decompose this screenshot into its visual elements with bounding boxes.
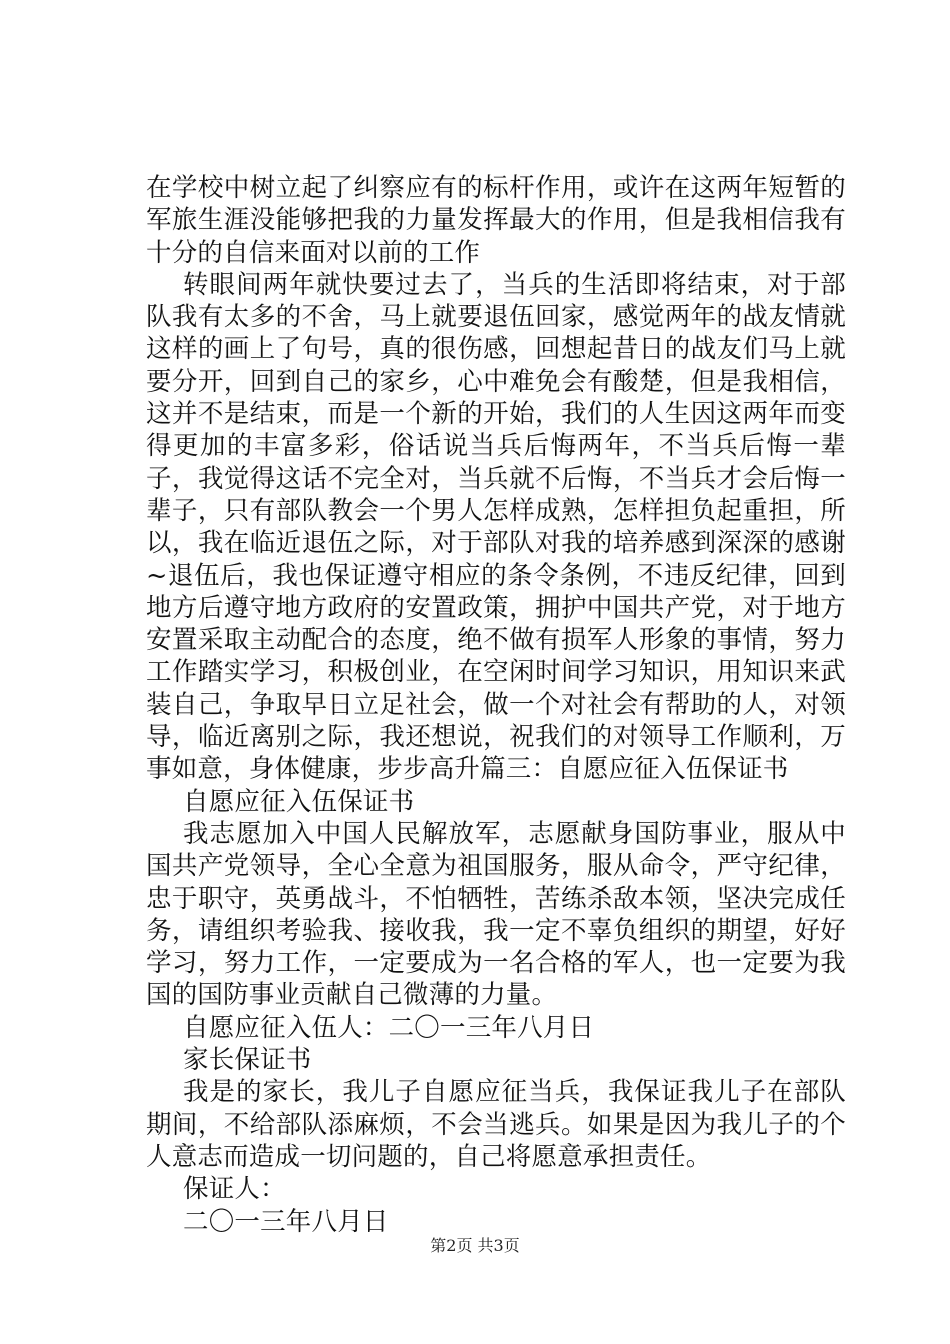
date-line: 二〇一三年八月日 — [183, 1206, 389, 1237]
section-title-enlistment-pledge: 自愿应征入伍保证书 — [183, 786, 415, 817]
paragraph-parent-pledge: 我是的家长，我儿子自愿应征当兵，我保证我儿子在部队期间，不给部队添麻烦，不会当逃兵。如果是因为我儿子的个人意志而造成一切问题的，自己将愿意承担责任。 — [146, 1077, 846, 1172]
section-title-parent-pledge: 家长保证书 — [183, 1045, 312, 1076]
paragraph-farewell: 转眼间两年就快要过去了，当兵的生活即将结束，对于部队我有太多的不舍，马上就要退伍回家，感觉两年的战友情就这样的画上了句号，真的很伤感，回想起昔日的战友们马上就要分开，回到自己的家乡，心中难免会有酸楚，但是我相信，这并不是结束，而是一个新的开始，我们的人生因这两年而变得更加的丰富多彩，俗话说当兵后悔两年，不当兵后悔一辈子，我觉得这话不完全对，当兵就不后悔，不当兵才会后悔一辈子，只有部队教会一个男人怎样成熟，怎样担负起重担，所以，我在临近退伍之际，对于部队对我的培养感到深深的感谢~退伍后，我也保证遵守相应的条令条例，不违反纪律，回到地方后遵守地方政府的安置政策，拥护中国共产党，对于地方安置采取主动配合的态度，绝不做有损军人形象的事情，努力工作踏实学习，积极创业，在空闲时间学习知识，用知识来武装自己，争取早日立足社会，做一个对社会有帮助的人，对领导，临近离别之际，我还想说，祝我们的对领导工作顺利，万事如意，身体健康，步步高升篇三：自愿应征入伍保证书 — [146, 269, 846, 785]
paragraph-enlistment-pledge: 我志愿加入中国人民解放军，志愿献身国防事业，服从中国共产党领导，全心全意为祖国服务，服从命令，严守纪律，忠于职守，英勇战斗，不怕牺牲，苦练杀敌本领，坚决完成任务，请组织考验我、接收我，我一定不辜负组织的期望，好好学习，努力工作，一定要成为一名合格的军人，也一定要为我国的国防事业贡献自己微薄的力量。 — [146, 818, 846, 1011]
guarantor-line: 保证人： — [183, 1174, 286, 1205]
pledge-signature-line: 自愿应征入伍人：二〇一三年八月日 — [183, 1012, 595, 1043]
document-body — [146, 172, 846, 1238]
paragraph-continuation: 在学校中树立起了纠察应有的标杆作用，或许在这两年短暂的军旅生涯没能够把我的力量发挥最大的作用，但是我相信我有十分的自信来面对以前的工作 — [146, 173, 846, 268]
page-number-footer: 第2页 共3页 — [430, 1236, 520, 1255]
